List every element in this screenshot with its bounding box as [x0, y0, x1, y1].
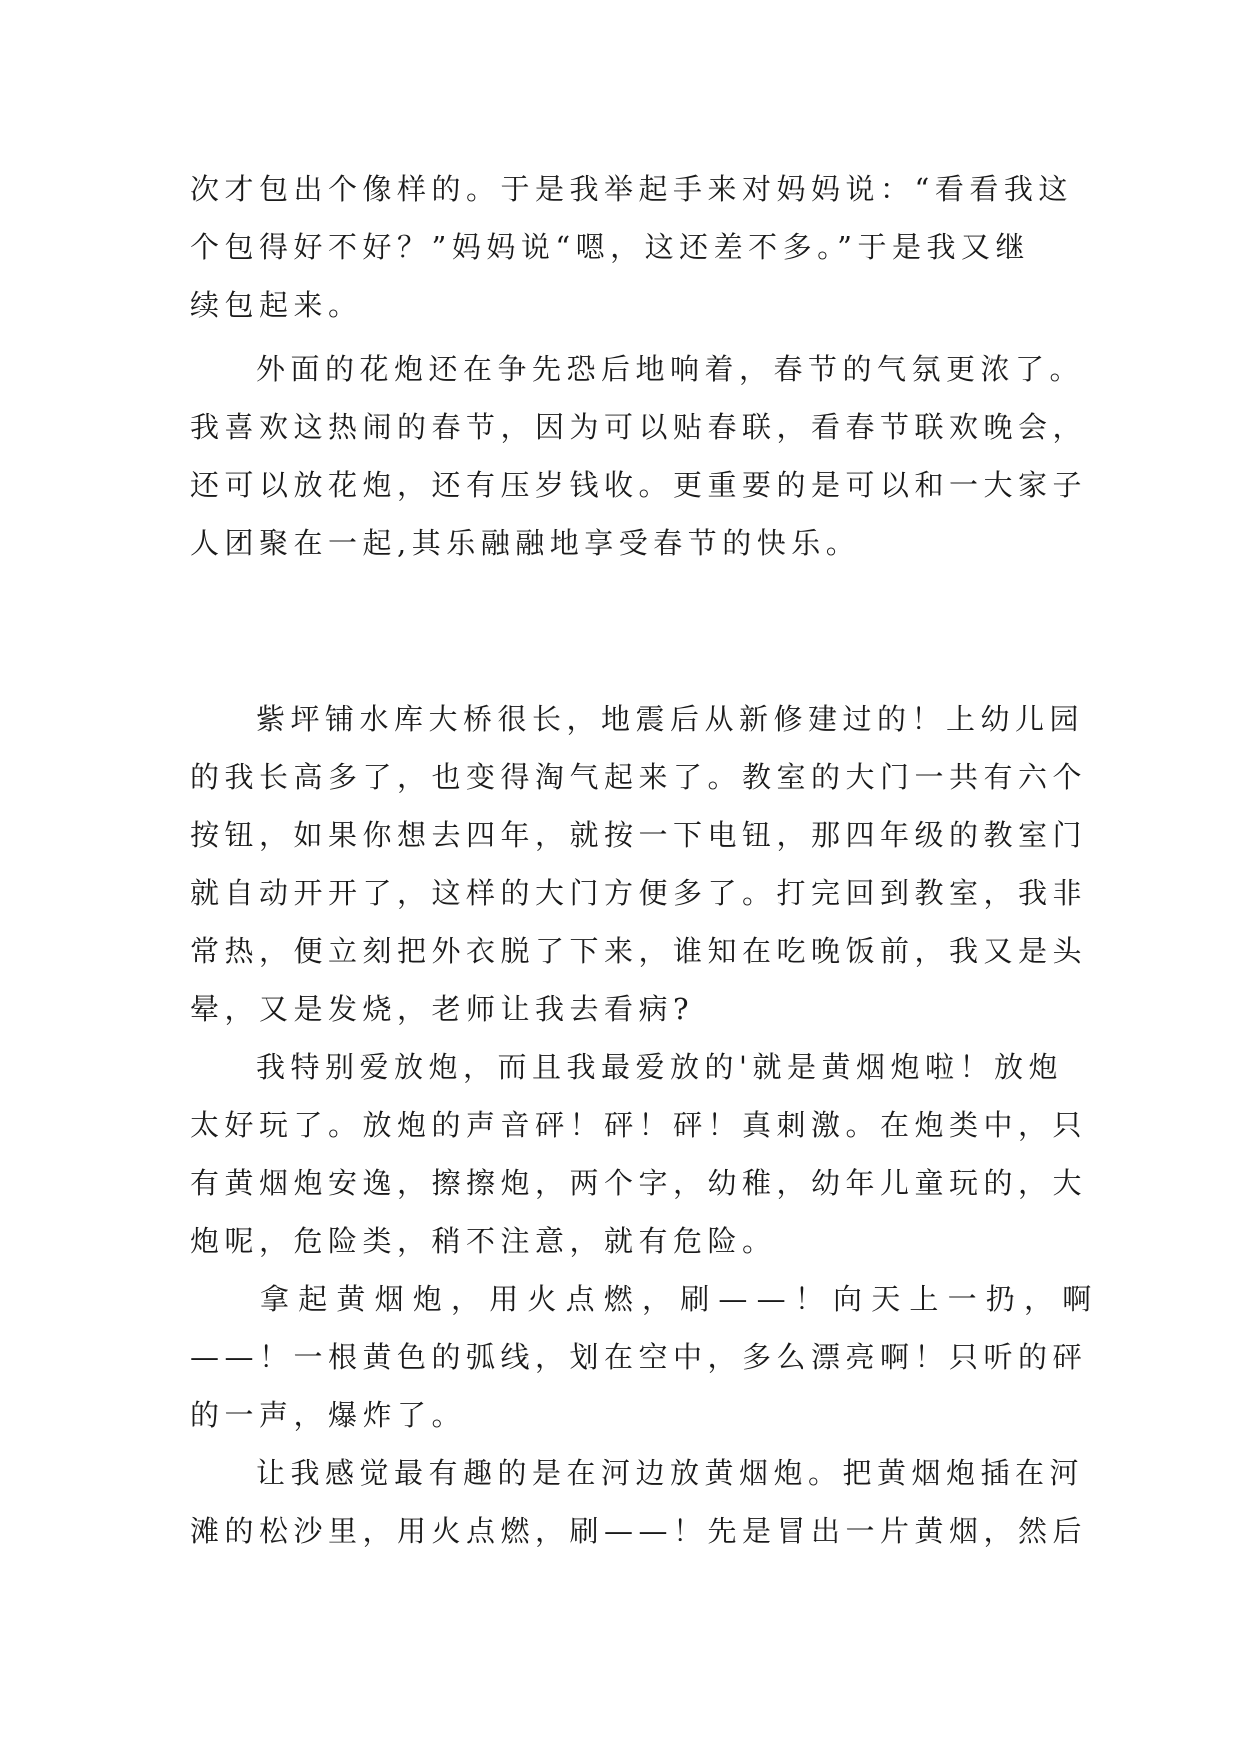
- text-line: 还可以放花炮，还有压岁钱收。更重要的是可以和一大家子: [190, 468, 1088, 502]
- text-line: 太好玩了。放炮的声音砰！砰！砰！真刺激。在炮类中，只: [190, 1108, 1088, 1142]
- text-line: 外面的花炮还在争先恐后地响着，春节的气氛更浓了。: [256, 352, 1085, 386]
- text-line: 让我感觉最有趣的是在河边放黄烟炮。把黄烟炮插在河: [256, 1456, 1085, 1490]
- text-line: 次才包出个像样的。于是我举起手来对妈妈说：“看看我这: [190, 172, 1073, 206]
- text-line: 人团聚在一起,其乐融融地享受春节的快乐。: [190, 526, 861, 560]
- paragraph-4: [190, 1038, 1088, 1270]
- text-line: 个包得好不好？”妈妈说“嗯，这还差不多。”于是我又继: [190, 230, 1030, 264]
- paragraph-2: [190, 340, 1088, 572]
- paragraph-3: [190, 690, 1088, 1038]
- paragraph-5: [190, 1270, 1101, 1444]
- text-line: 紫坪铺水库大桥很长，地震后从新修建过的！上幼儿园: [256, 702, 1085, 736]
- text-line: 我特别爱放炮，而且我最爱放的'就是黄烟炮啦！放炮: [256, 1050, 1063, 1084]
- text-line: 晕，又是发烧，老师让我去看病?: [190, 992, 695, 1026]
- text-line: 滩的松沙里，用火点燃，刷——！先是冒出一片黄烟，然后: [190, 1514, 1088, 1548]
- text-line: 就自动开开了，这样的大门方便多了。打完回到教室，我非: [190, 876, 1088, 910]
- text-line: 有黄烟炮安逸，擦擦炮，两个字，幼稚，幼年儿童玩的，大: [190, 1166, 1088, 1200]
- text-line: 按钮，如果你想去四年，就按一下电钮，那四年级的教室门: [190, 818, 1088, 852]
- section-heading: [190, 632, 1050, 690]
- text-line: 常热，便立刻把外衣脱了下来，谁知在吃晚饭前，我又是头: [190, 934, 1088, 968]
- text-line: ——！一根黄色的弧线，划在空中，多么漂亮啊！只听的砰: [190, 1340, 1088, 1374]
- text-line: 的一声，爆炸了。: [190, 1398, 467, 1432]
- text-line: 炮呢，危险类，稍不注意，就有危险。: [190, 1224, 777, 1258]
- text-line: 续包起来。: [190, 288, 363, 322]
- text-line: 拿起黄烟炮，用火点燃，刷——！向天上一扔，啊: [260, 1282, 1101, 1316]
- text-line: 的我长高多了，也变得淘气起来了。教室的大门一共有六个: [190, 760, 1088, 794]
- paragraph-6: [190, 1444, 1088, 1560]
- text-line: 我喜欢这热闹的春节，因为可以贴春联，看春节联欢晚会，: [190, 410, 1088, 444]
- document-body: [190, 160, 1101, 1560]
- paragraph-1: [190, 160, 1073, 334]
